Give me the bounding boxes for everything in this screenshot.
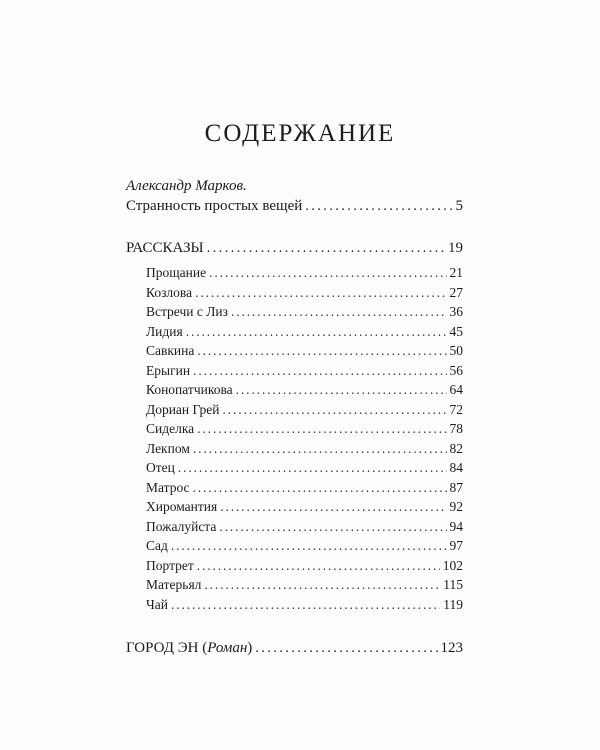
leader-dots [204, 577, 440, 593]
toc-entry[interactable] [146, 577, 463, 593]
leader-dots [193, 363, 446, 379]
leader-dots [197, 421, 446, 437]
toc-entry[interactable] [146, 421, 463, 437]
toc-entry[interactable] [146, 597, 463, 613]
toc-section-novel[interactable] [126, 640, 463, 657]
toc-entry[interactable] [146, 480, 463, 496]
toc-entry-page: 115 [443, 577, 463, 592]
toc-entry-label: Встречи с Лиз [146, 304, 228, 319]
toc-section-label: РАССКАЗЫ [126, 240, 204, 256]
toc-entry-page: 97 [449, 538, 463, 553]
toc-entry-label: Конопатчикова [146, 382, 233, 397]
toc-entry-page: 64 [449, 382, 463, 397]
toc-entry-label: Сиделка [146, 421, 195, 436]
toc-entry-label: Чай [146, 597, 168, 612]
toc-entry-page: 82 [449, 441, 463, 456]
toc-entry-page: 92 [449, 499, 463, 514]
toc-entry[interactable] [146, 382, 463, 398]
leader-dots [195, 285, 446, 301]
toc-entry[interactable] [146, 519, 463, 535]
toc-section-stories[interactable] [126, 240, 463, 257]
toc-entry[interactable] [146, 363, 463, 379]
toc-entry[interactable] [146, 499, 463, 515]
leader-dots [193, 441, 447, 457]
leader-dots [209, 265, 446, 281]
toc-entry[interactable] [146, 285, 463, 301]
leader-dots [255, 640, 437, 657]
toc-entry-label: Ерыгин [146, 363, 191, 378]
leader-dots [197, 343, 446, 359]
toc-section-note: Роман [207, 640, 248, 656]
toc-section-page: 19 [448, 240, 463, 256]
toc-entry[interactable] [146, 265, 463, 281]
leader-dots [305, 198, 452, 215]
toc-entry[interactable] [146, 538, 463, 554]
leader-dots [197, 558, 440, 574]
toc-section-title: ГОРОД ЭН [126, 640, 199, 656]
toc-entry-page: 50 [449, 343, 463, 358]
toc-entry[interactable] [146, 460, 463, 476]
toc-entry-page: 27 [449, 285, 463, 300]
leader-dots [178, 460, 447, 476]
toc-entry[interactable] [146, 343, 463, 359]
toc-section-label: ГОРОД ЭН (Роман) [126, 640, 253, 656]
preface-author: Александр Марков. [126, 178, 247, 194]
toc-entry-label: Лидия [146, 324, 183, 339]
toc-entry-page: 36 [449, 304, 463, 319]
toc-entry-label: Пожалуйста [146, 519, 217, 534]
toc-entry-label: Дориан Грей [146, 402, 220, 417]
toc-entry-label: Савкина [146, 343, 195, 358]
toc-entry-preface[interactable] [126, 198, 463, 215]
leader-dots [220, 499, 446, 515]
toc-entry-page: 94 [449, 519, 463, 534]
toc-entry-label: Странность простых вещей [126, 198, 303, 214]
toc-entry[interactable] [146, 558, 463, 574]
toc-entry-label: Хиромантия [146, 499, 218, 514]
toc-entry-page: 21 [449, 265, 463, 280]
toc-entry-label: Портрет [146, 558, 194, 573]
toc-entry-label: Прощание [146, 265, 207, 280]
leader-dots [231, 304, 447, 320]
toc-entry[interactable] [146, 324, 463, 340]
page-title: СОДЕРЖАНИЕ [204, 120, 396, 147]
toc-section-page: 123 [440, 640, 463, 656]
leader-dots [171, 597, 440, 613]
leader-dots [222, 402, 446, 418]
toc-entry-label: Сад [146, 538, 168, 553]
leader-dots [186, 324, 447, 340]
toc-entry-label: Матерьял [146, 577, 202, 592]
toc-entry-page: 5 [455, 198, 463, 214]
toc-entry-page: 78 [449, 421, 463, 436]
toc-entry-page: 102 [442, 558, 463, 573]
toc-entry-label: Козлова [146, 285, 193, 300]
toc-entry-page: 45 [449, 324, 463, 339]
toc-entry-page: 56 [449, 363, 463, 378]
toc-entry-page: 72 [449, 402, 463, 417]
toc-entry-page: 119 [443, 597, 463, 612]
toc-entry-label: Отец [146, 460, 175, 475]
leader-dots [219, 519, 446, 535]
toc-entry-page: 87 [449, 480, 463, 495]
toc-entry[interactable] [146, 304, 463, 320]
leader-dots [207, 240, 445, 257]
toc-entry-page: 84 [449, 460, 463, 475]
leader-dots [236, 382, 447, 398]
toc-entry[interactable] [146, 441, 463, 457]
leader-dots [193, 480, 447, 496]
toc-entry[interactable] [146, 402, 463, 418]
toc-entry-label: Матрос [146, 480, 190, 495]
toc-entry-label: Лекпом [146, 441, 190, 456]
leader-dots [171, 538, 447, 554]
